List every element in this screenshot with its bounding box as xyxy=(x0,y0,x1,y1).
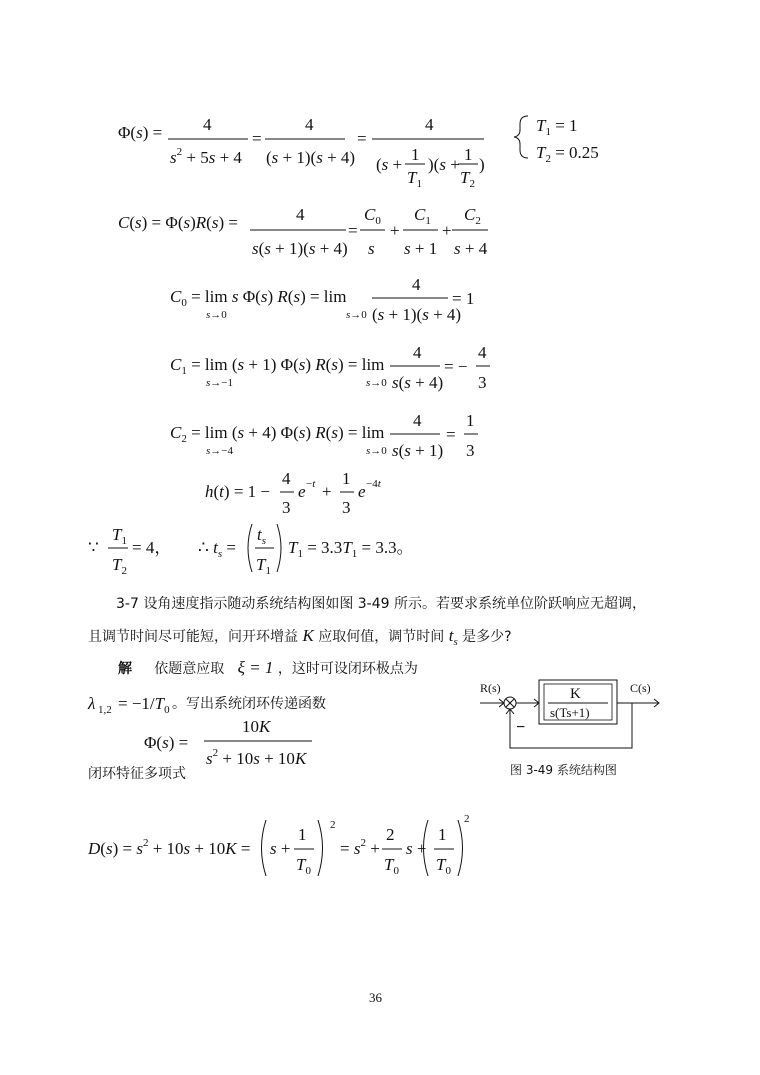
svg-text:+: + xyxy=(390,221,400,240)
svg-text:s: s xyxy=(368,239,375,258)
svg-text:−t: −t xyxy=(306,478,316,490)
svg-text:4: 4 xyxy=(282,469,291,488)
svg-text:λ: λ xyxy=(88,694,96,713)
svg-text:T2: $T_2$ xyxy=(460,168,475,190)
svg-text:T1 = 3.3T1 = 3.3。: $T_1 = 3.3T_1 = 3.3$。 xyxy=(288,538,414,560)
svg-text:ts: $t_s$ xyxy=(257,525,267,547)
svg-text:=: = xyxy=(446,425,456,444)
svg-text:(s + 1)(s + 4): (s + 1)(s + 4) xyxy=(266,148,356,167)
figure-caption: 图 3-49 系统结构图 xyxy=(510,763,617,777)
svg-text:+: + xyxy=(322,482,332,501)
problem-text-2b: 应取何值，调节时间 xyxy=(318,629,445,645)
svg-text:e: e xyxy=(298,482,306,501)
svg-text:C1 = lim (s + 1) Φ(s) R(s) = l: $C_1 = \lim (s + 1)$ Φ(s) R(s) = lim xyxy=(170,355,385,377)
svg-text:= 1: = 1 xyxy=(452,289,475,308)
svg-text:∵: ∵ xyxy=(88,538,99,557)
svg-text:s→−4: s→−4 xyxy=(206,445,233,457)
svg-text:+: + xyxy=(442,221,452,240)
svg-text:1: 1 xyxy=(342,469,351,488)
svg-text:4: 4 xyxy=(425,115,434,134)
svg-text:s +: s + xyxy=(406,839,427,858)
svg-text:=: = xyxy=(348,221,358,240)
svg-text:C0: $C_0$ xyxy=(364,205,381,227)
svg-text:3: 3 xyxy=(282,498,291,517)
svg-text:Φ(s) =: Φ(s) = xyxy=(118,123,163,142)
svg-text:s + 1: s + 1 xyxy=(404,239,438,258)
svg-text:1: 1 xyxy=(438,825,447,844)
svg-text:3: 3 xyxy=(342,498,351,517)
svg-text:s→0: s→0 xyxy=(346,309,367,321)
svg-text:s +: s + xyxy=(270,839,291,858)
svg-text:s2 + 5s + 4: $s^2 + 5s + 4$ xyxy=(170,146,242,167)
svg-text:∴ ts =: ∴ $t_s$ = xyxy=(198,538,236,560)
solution-text-1a: 依题意应取 xyxy=(154,661,225,677)
svg-text:s→0: s→0 xyxy=(366,377,387,389)
solution-text-3: 闭环特征多项式 xyxy=(88,766,186,782)
input-label: R(s) xyxy=(480,681,501,695)
problem-text-1: 设角速度指示随动系统结构图如图 3-49 所示。若要求系统单位阶跃响应无超调， xyxy=(143,596,646,612)
solution-text-1b: ，这时可设闭环极点为 xyxy=(277,661,418,677)
svg-text:s→0: s→0 xyxy=(206,309,227,321)
svg-text:4: 4 xyxy=(478,343,487,362)
svg-text:T1: $T_1$ xyxy=(112,525,127,547)
svg-text:): ) xyxy=(479,155,485,174)
svg-text:1: 1 xyxy=(464,145,473,164)
svg-text:2: 2 xyxy=(386,825,395,844)
svg-text:C1: $C_1$ xyxy=(414,205,431,227)
svg-text:10K: 10K xyxy=(242,717,271,736)
svg-text:4: 4 xyxy=(305,115,314,134)
svg-text:4: 4 xyxy=(203,115,212,134)
settling-time-subscript: s xyxy=(453,636,458,648)
problem-text-2c: 是多少? xyxy=(462,629,512,645)
svg-text:s + 4: s + 4 xyxy=(454,239,488,258)
svg-text:= −1/T0: = $-1/T_0$ xyxy=(118,694,170,716)
svg-text:T1: $T_1$ xyxy=(407,168,422,190)
svg-text:T0: $T_0$ xyxy=(296,855,311,877)
svg-text:h(t) = 1 −: h(t) = 1 − xyxy=(205,482,270,501)
svg-text:s→−1: s→−1 xyxy=(206,377,233,389)
gain-symbol: K xyxy=(302,626,314,645)
svg-text:D(s) = s2 + 10s + 10K =: $D(s) = s^2 + 10s + 10K$ = xyxy=(88,837,251,858)
svg-text:T2 = 0.25: $T_2 = 0.25$ xyxy=(536,143,599,165)
block-numerator: K xyxy=(570,686,581,702)
svg-text:)(s +: )(s + xyxy=(428,155,460,174)
svg-text:C(s) = Φ(s)R(s) =: C(s) = Φ(s)R(s) = xyxy=(118,213,238,232)
svg-text:2: 2 xyxy=(464,813,470,825)
svg-text:2: 2 xyxy=(330,819,336,831)
feedback-sign: − xyxy=(516,719,526,736)
svg-text:C2 = lim (s + 4) Φ(s) R(s) = l: $C_2 = \lim (s + 4)$ Φ(s) R(s) = lim xyxy=(170,423,385,445)
page-number: 36 xyxy=(369,990,382,1005)
svg-text:4: 4 xyxy=(413,411,422,430)
svg-text:4: 4 xyxy=(412,275,421,294)
svg-text:s(s + 4): s(s + 4) xyxy=(392,373,444,392)
svg-text:T0: $T_0$ xyxy=(384,855,399,877)
svg-text:s(s + 1)(s + 4): s(s + 1)(s + 4) xyxy=(252,239,348,258)
solution-label: 解 xyxy=(118,661,132,677)
svg-text:4: 4 xyxy=(413,343,422,362)
svg-text:−4t: −4t xyxy=(366,478,381,490)
svg-text:s→0: s→0 xyxy=(366,445,387,457)
svg-text:= 4，: = 4， xyxy=(132,538,172,557)
svg-text:1: 1 xyxy=(298,825,307,844)
svg-text:C0 = lim s Φ(s) R(s) = lim: $C_0 = \lim s$ Φ(s) R(s) = lim xyxy=(170,287,347,309)
solution-text-2: 。写出系统闭环传递函数 xyxy=(172,696,326,712)
settling-time-symbol: t xyxy=(448,626,454,645)
svg-text:= s2 +: = $s^2$ + xyxy=(340,837,380,858)
svg-text:1: 1 xyxy=(466,411,475,430)
svg-text:T0: $T_0$ xyxy=(436,855,451,877)
problem-number: 3-7 xyxy=(116,596,139,612)
damping-condition: ξ = 1 xyxy=(237,658,274,677)
svg-text:s2 + 10s + 10K: $s^2 + 10s + 10K$ xyxy=(206,747,307,768)
svg-text:Φ(s) =: Φ(s) = xyxy=(144,733,189,752)
svg-text:4: 4 xyxy=(296,205,305,224)
svg-text:= −: = − xyxy=(444,357,468,376)
svg-text:s(s + 1): s(s + 1) xyxy=(392,441,444,460)
problem-text-2a: 且调节时间尽可能短，问开环增益 xyxy=(88,629,298,645)
svg-text:=: = xyxy=(252,129,262,148)
svg-text:T1 = 1: $T_1 = 1$ xyxy=(536,116,578,138)
svg-text:T1: $T_1$ xyxy=(256,555,271,577)
svg-text:3: 3 xyxy=(478,373,487,392)
svg-text:1,2: 1,2 xyxy=(98,704,112,716)
svg-text:e: e xyxy=(358,482,366,501)
block-denominator: s(Ts+1) xyxy=(550,705,590,720)
svg-text:=: = xyxy=(357,129,367,148)
svg-text:T2: $T_2$ xyxy=(112,555,127,577)
output-label: C(s) xyxy=(630,681,651,695)
svg-text:(s +: (s + xyxy=(376,155,403,174)
svg-text:1: 1 xyxy=(411,145,420,164)
svg-text:(s + 1)(s + 4): (s + 1)(s + 4) xyxy=(372,305,462,324)
svg-text:C2: $C_2$ xyxy=(464,205,481,227)
svg-text:3: 3 xyxy=(466,441,475,460)
